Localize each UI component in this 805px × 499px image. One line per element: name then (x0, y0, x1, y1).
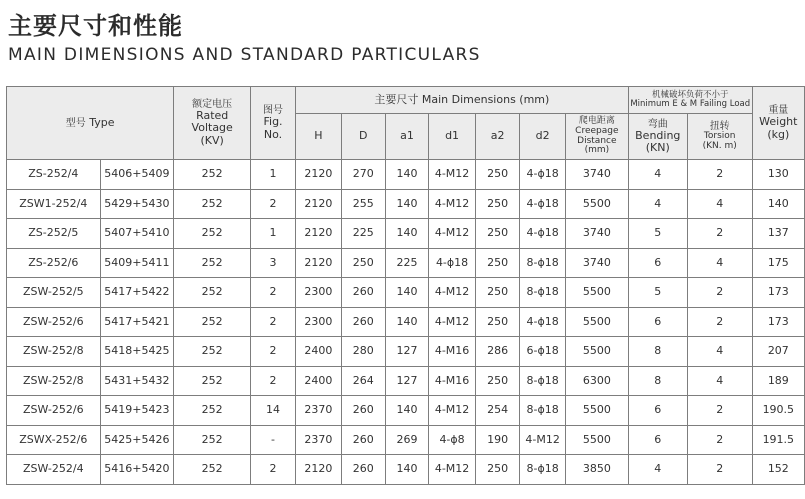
cell-type: ZSW1-252/4 (7, 189, 101, 219)
header-rated-voltage-en1: Rated (196, 109, 229, 123)
cell-creepage: 6300 (565, 366, 628, 396)
cell-type: ZSW-252/6 (7, 396, 101, 426)
table-row (7, 337, 805, 367)
cell-torsion: 2 (687, 455, 752, 485)
cell-weight: 190.5 (752, 396, 804, 426)
cell-creepage: 5500 (565, 337, 628, 367)
cell-type: ZSW-252/6 (7, 307, 101, 337)
cell-code: 5429+5430 (100, 189, 174, 219)
header-torsion-unit: (KN. m) (702, 141, 737, 151)
cell-bending: 4 (628, 455, 687, 485)
cell-type: ZSWX-252/6 (7, 425, 101, 455)
header-creepage (565, 114, 628, 160)
cell-weight: 173 (752, 278, 804, 308)
cell-h: 2400 (295, 337, 341, 367)
cell-a1: 140 (385, 455, 429, 485)
cell-code: 5407+5410 (100, 219, 174, 249)
cell-h: 2300 (295, 307, 341, 337)
cell-bending: 6 (628, 248, 687, 278)
cell-a2: 250 (475, 278, 520, 308)
header-failing-load (628, 87, 752, 114)
header-main-dimensions: 主要尺寸 Main Dimensions (mm) (295, 87, 628, 114)
cell-d: 250 (341, 248, 385, 278)
cell-a2: 250 (475, 307, 520, 337)
cell-creepage: 5500 (565, 307, 628, 337)
header-fig-en2: No. (263, 127, 283, 141)
header-torsion-cn: 扭转 (709, 121, 730, 133)
cell-d2: 4-ϕ18 (520, 189, 565, 219)
cell-fig: 2 (251, 366, 296, 396)
cell-fig: 1 (251, 160, 296, 190)
cell-torsion: 2 (687, 219, 752, 249)
cell-d: 225 (341, 219, 385, 249)
cell-d2: 6-ϕ18 (520, 337, 565, 367)
cell-a1: 127 (385, 366, 429, 396)
cell-a1: 140 (385, 219, 429, 249)
page-title-en: MAIN DIMENSIONS AND STANDARD PARTICULARS (8, 45, 481, 65)
cell-d1: 4-M16 (429, 337, 475, 367)
cell-d1: 4-M12 (429, 189, 475, 219)
cell-a1: 127 (385, 337, 429, 367)
cell-d1: 4-M12 (429, 278, 475, 308)
cell-code: 5419+5423 (100, 396, 174, 426)
cell-weight: 189 (752, 366, 804, 396)
cell-torsion: 4 (687, 189, 752, 219)
cell-d: 255 (341, 189, 385, 219)
header-bending (628, 114, 687, 160)
cell-a2: 286 (475, 337, 520, 367)
cell-fig: 2 (251, 337, 296, 367)
header-weight-unit: (kg) (767, 127, 790, 141)
cell-fig: 14 (251, 396, 296, 426)
cell-code: 5416+5420 (100, 455, 174, 485)
header-creepage-cn: 爬电距离 (578, 115, 615, 126)
cell-type: ZSW-252/5 (7, 278, 101, 308)
cell-voltage: 252 (174, 396, 251, 426)
table-row (7, 455, 805, 485)
cell-a2: 250 (475, 219, 520, 249)
cell-type: ZS-252/5 (7, 219, 101, 249)
cell-a1: 140 (385, 307, 429, 337)
cell-voltage: 252 (174, 189, 251, 219)
cell-h: 2120 (295, 160, 341, 190)
cell-torsion: 2 (687, 425, 752, 455)
cell-code: 5418+5425 (100, 337, 174, 367)
cell-d2: 4-ϕ18 (520, 160, 565, 190)
cell-a1: 140 (385, 160, 429, 190)
cell-d2: 8-ϕ18 (520, 396, 565, 426)
header-bending-cn: 弯曲 (647, 118, 668, 130)
header-type-cn: 型号 (65, 117, 86, 129)
cell-torsion: 2 (687, 396, 752, 426)
cell-code: 5406+5409 (100, 160, 174, 190)
cell-a2: 250 (475, 455, 520, 485)
table-row (7, 366, 805, 396)
cell-a2: 250 (475, 366, 520, 396)
header-bending-unit: (KN) (645, 141, 670, 154)
cell-weight: 207 (752, 337, 804, 367)
cell-bending: 5 (628, 219, 687, 249)
table-row (7, 189, 805, 219)
header-weight-cn: 重量 (768, 105, 789, 117)
header-rated-voltage-en2: Voltage (191, 121, 233, 135)
header-weight (752, 87, 804, 160)
table-row (7, 248, 805, 278)
header-creepage-en2: Distance (577, 135, 617, 146)
cell-d2: 8-ϕ18 (520, 248, 565, 278)
table-row (7, 307, 805, 337)
cell-d: 270 (341, 160, 385, 190)
cell-bending: 8 (628, 337, 687, 367)
cell-d: 260 (341, 455, 385, 485)
table-row (7, 219, 805, 249)
cell-weight: 152 (752, 455, 804, 485)
cell-bending: 8 (628, 366, 687, 396)
cell-a1: 140 (385, 189, 429, 219)
cell-type: ZSW-252/8 (7, 337, 101, 367)
cell-d1: 4-M12 (429, 219, 475, 249)
header-type (7, 87, 174, 160)
cell-voltage: 252 (174, 366, 251, 396)
cell-weight: 137 (752, 219, 804, 249)
cell-weight: 173 (752, 307, 804, 337)
cell-type: ZS-252/6 (7, 248, 101, 278)
header-d2: d2 (520, 114, 565, 160)
cell-torsion: 2 (687, 160, 752, 190)
cell-d1: 4-M12 (429, 455, 475, 485)
cell-a1: 140 (385, 396, 429, 426)
cell-voltage: 252 (174, 425, 251, 455)
cell-creepage: 3740 (565, 160, 628, 190)
table-row (7, 396, 805, 426)
header-torsion (687, 114, 752, 160)
table-body (7, 160, 805, 485)
cell-d: 264 (341, 366, 385, 396)
cell-a2: 250 (475, 160, 520, 190)
header-fig-cn: 图号 (263, 105, 284, 117)
cell-voltage: 252 (174, 455, 251, 485)
cell-bending: 6 (628, 396, 687, 426)
header-creepage-unit: (mm) (584, 145, 610, 156)
cell-d2: 4-ϕ18 (520, 307, 565, 337)
cell-d2: 8-ϕ18 (520, 366, 565, 396)
header-h: H (295, 114, 341, 160)
specifications-table (6, 86, 805, 485)
cell-code: 5417+5421 (100, 307, 174, 337)
cell-a2: 250 (475, 189, 520, 219)
cell-fig: 3 (251, 248, 296, 278)
cell-h: 2120 (295, 189, 341, 219)
cell-torsion: 2 (687, 278, 752, 308)
cell-voltage: 252 (174, 278, 251, 308)
header-fig-no (251, 87, 296, 160)
cell-voltage: 252 (174, 337, 251, 367)
cell-bending: 5 (628, 278, 687, 308)
cell-fig: 2 (251, 455, 296, 485)
cell-creepage: 3850 (565, 455, 628, 485)
cell-creepage: 5500 (565, 425, 628, 455)
cell-weight: 140 (752, 189, 804, 219)
header-fig-en1: Fig. (263, 115, 283, 129)
cell-d2: 4-M12 (520, 425, 565, 455)
cell-d: 260 (341, 307, 385, 337)
cell-fig: - (251, 425, 296, 455)
cell-d2: 8-ϕ18 (520, 278, 565, 308)
cell-h: 2370 (295, 425, 341, 455)
cell-bending: 6 (628, 307, 687, 337)
table-row (7, 160, 805, 190)
header-a2: a2 (475, 114, 520, 160)
cell-torsion: 4 (687, 366, 752, 396)
cell-bending: 4 (628, 160, 687, 190)
header-weight-en: Weight (759, 115, 798, 129)
cell-fig: 2 (251, 189, 296, 219)
cell-d1: 4-M12 (429, 160, 475, 190)
cell-type: ZSW-252/4 (7, 455, 101, 485)
header-failing-load-cn: 机械破坏负荷不小于 (651, 89, 729, 100)
table-row (7, 425, 805, 455)
cell-d2: 8-ϕ18 (520, 455, 565, 485)
header-d1: d1 (429, 114, 475, 160)
table-row (7, 278, 805, 308)
header-torsion-en: Torsion (703, 131, 736, 142)
cell-voltage: 252 (174, 160, 251, 190)
cell-d1: 4-M12 (429, 307, 475, 337)
cell-weight: 175 (752, 248, 804, 278)
header-rated-voltage-unit: (KV) (200, 133, 224, 147)
cell-weight: 191.5 (752, 425, 804, 455)
header-rated-voltage-cn: 额定电压 (192, 99, 233, 111)
cell-h: 2120 (295, 455, 341, 485)
cell-d1: 4-ϕ18 (429, 248, 475, 278)
header-failing-load-en: Minimum E & M Failing Load (630, 99, 751, 109)
cell-a2: 254 (475, 396, 520, 426)
header-rated-voltage (174, 87, 251, 160)
cell-fig: 2 (251, 307, 296, 337)
cell-d1: 4-M16 (429, 366, 475, 396)
cell-voltage: 252 (174, 219, 251, 249)
page-title-cn: 主要尺寸和性能 (8, 12, 183, 40)
cell-h: 2370 (295, 396, 341, 426)
cell-a1: 225 (385, 248, 429, 278)
cell-h: 2120 (295, 248, 341, 278)
cell-a1: 269 (385, 425, 429, 455)
cell-creepage: 5500 (565, 189, 628, 219)
cell-h: 2120 (295, 219, 341, 249)
cell-weight: 130 (752, 160, 804, 190)
cell-a2: 250 (475, 248, 520, 278)
header-d: D (341, 114, 385, 160)
cell-h: 2400 (295, 366, 341, 396)
cell-code: 5425+5426 (100, 425, 174, 455)
cell-creepage: 3740 (565, 248, 628, 278)
cell-h: 2300 (295, 278, 341, 308)
cell-type: ZSW-252/8 (7, 366, 101, 396)
cell-a1: 140 (385, 278, 429, 308)
cell-voltage: 252 (174, 307, 251, 337)
cell-code: 5431+5432 (100, 366, 174, 396)
cell-code: 5417+5422 (100, 278, 174, 308)
cell-type: ZS-252/4 (7, 160, 101, 190)
cell-d: 260 (341, 278, 385, 308)
cell-torsion: 4 (687, 248, 752, 278)
header-bending-en: Bending (635, 128, 681, 142)
cell-bending: 4 (628, 189, 687, 219)
cell-voltage: 252 (174, 248, 251, 278)
cell-torsion: 4 (687, 337, 752, 367)
cell-creepage: 3740 (565, 219, 628, 249)
cell-code: 5409+5411 (100, 248, 174, 278)
header-creepage-en1: Creepage (575, 125, 619, 136)
cell-d1: 4-ϕ8 (429, 425, 475, 455)
cell-torsion: 2 (687, 307, 752, 337)
cell-d: 260 (341, 396, 385, 426)
cell-a2: 190 (475, 425, 520, 455)
cell-fig: 1 (251, 219, 296, 249)
cell-d2: 4-ϕ18 (520, 219, 565, 249)
cell-creepage: 5500 (565, 278, 628, 308)
cell-bending: 6 (628, 425, 687, 455)
cell-fig: 2 (251, 278, 296, 308)
cell-d: 280 (341, 337, 385, 367)
cell-d1: 4-M12 (429, 396, 475, 426)
cell-d: 260 (341, 425, 385, 455)
header-a1: a1 (385, 114, 429, 160)
header-type-en: Type (89, 115, 115, 129)
cell-creepage: 5500 (565, 396, 628, 426)
